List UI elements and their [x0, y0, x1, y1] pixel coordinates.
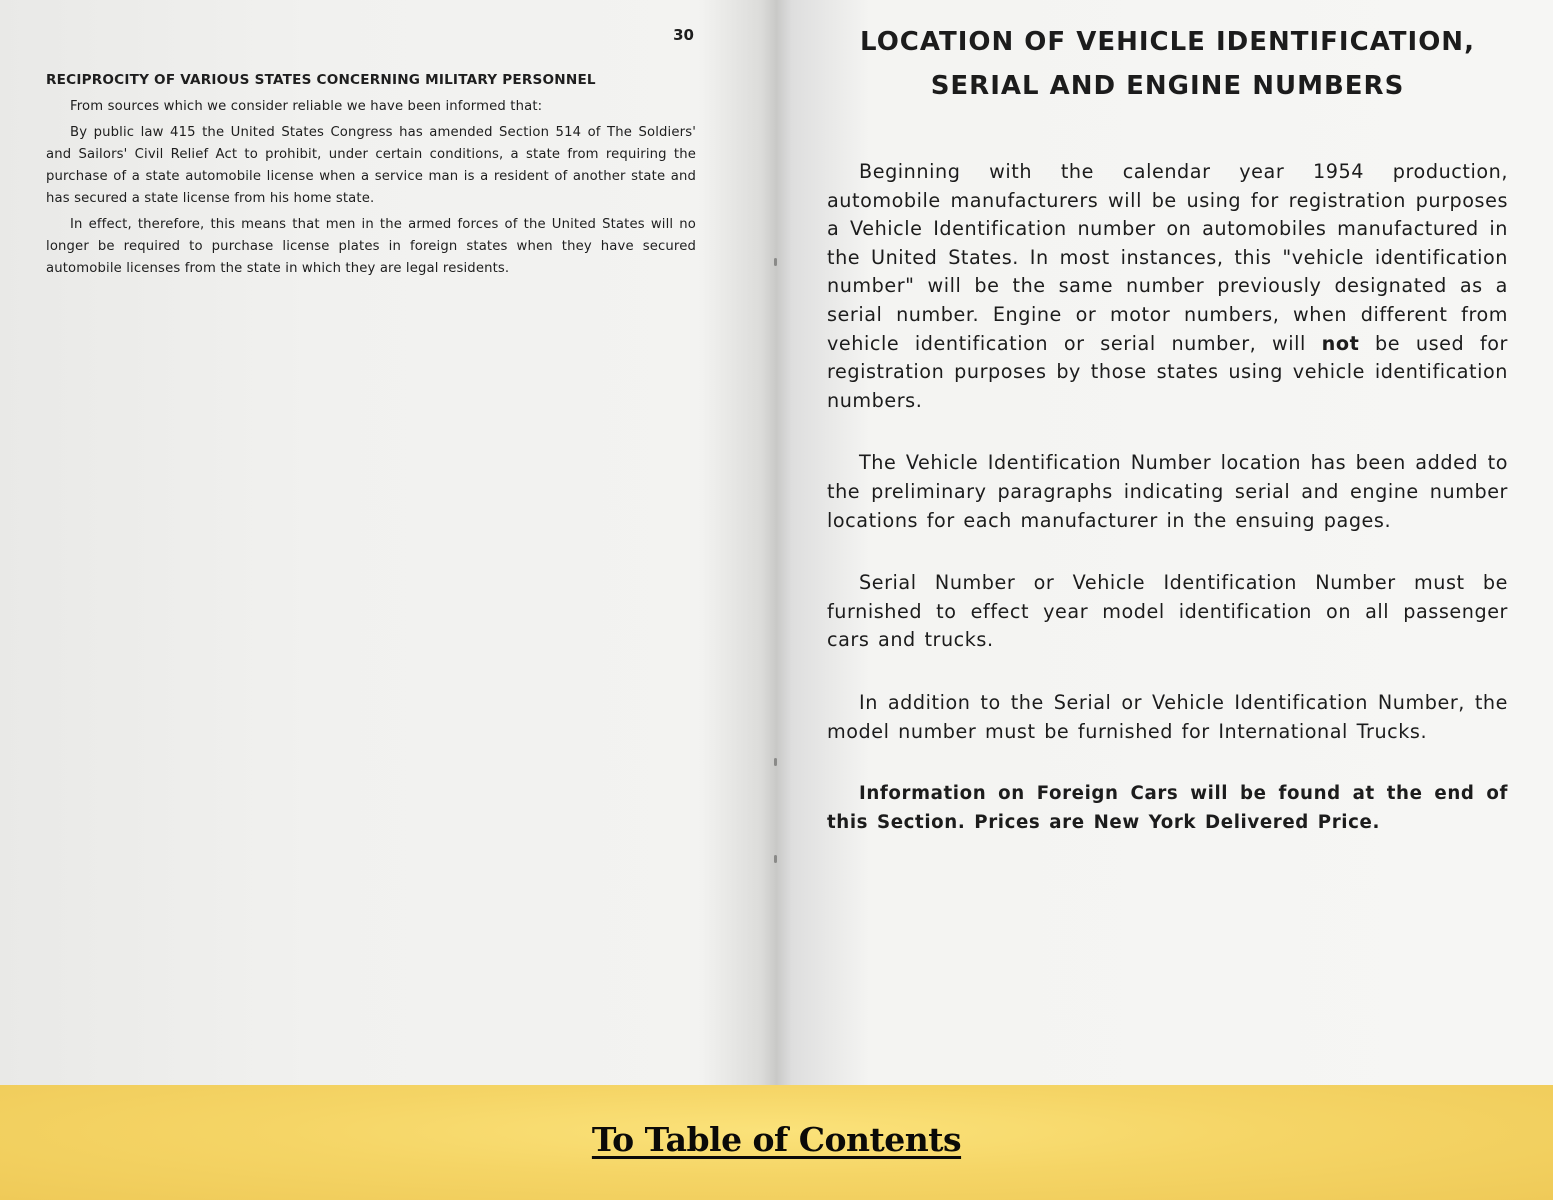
para-text: be used for registration purposes by those states using vehicle identification numbers. [827, 331, 1508, 412]
title-line-2: SERIAL AND ENGINE NUMBERS [930, 71, 1405, 101]
page-number: 30 [673, 26, 694, 44]
left-paragraph: In effect, therefore, this means that men in the armed forces of the United States will no longer be required to purchase license plates in foreign states when they have secured automobile licenses from the state in which they are legal residents. [46, 217, 696, 276]
para-text: Beginning with the calendar year 1954 production, automobile manufacturers will be using for registration purposes a Vehicle Identification number on automobiles manufactured in the United States. In most instances, this "vehicle identification number" will be the same number previously designated as a serial number. Engine or motor numbers, when different from vehicle identification or serial number, will [827, 160, 1508, 355]
left-paragraph: By public law 415 the United States Congress has amended Section 514 of The Soldiers' and Sailors' Civil Relief Act to prohibit, under certain conditions, a state from requiring the purchase of a state automobile license when a service man is a resident of another state and has secured a state license from his home state. [46, 125, 696, 206]
left-paragraph: From sources which we consider reliable we have been informed that: [70, 99, 543, 114]
right-paragraph: In addition to the Serial or Vehicle Identification Number, the model number must be furnished for International Trucks. [827, 690, 1508, 743]
gutter-staple-mark [774, 258, 777, 266]
emphasis-not: not [1321, 331, 1360, 355]
gutter-staple-mark [774, 758, 777, 766]
footer-bar [0, 1085, 1553, 1200]
right-paragraph: Serial Number or Vehicle Identification Number must be furnished to effect year model identification on all passenger cars and trucks. [827, 571, 1508, 652]
right-paragraph: The Vehicle Identification Number location has been added to the preliminary paragraphs indicating serial and engine number locations for each manufacturer in the ensuing pages. [827, 451, 1508, 532]
left-page [46, 22, 696, 284]
right-page [827, 20, 1508, 871]
title-line-1: LOCATION OF VEHICLE IDENTIFICATION, [860, 27, 1475, 57]
gutter-staple-mark [774, 855, 777, 863]
foreign-cars-note: Information on Foreign Cars will be found at the end of this Section. Prices are New York Delivered Price. [827, 783, 1508, 833]
left-page-heading: RECIPROCITY OF VARIOUS STATES CONCERNING MILITARY PERSONNEL [46, 72, 596, 88]
right-paragraph [827, 158, 1508, 415]
table-of-contents-link[interactable]: To Table of Contents [591, 1120, 962, 1159]
right-page-title [827, 20, 1508, 108]
